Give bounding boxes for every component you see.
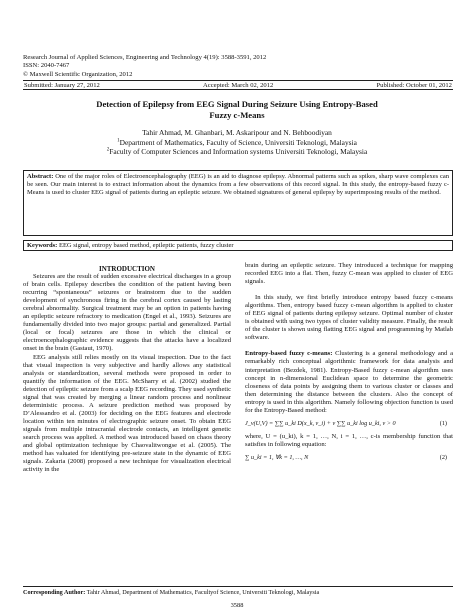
right-paragraph-4: where, U = (u_ki), k = 1, …, N, i = 1, …, c-is membership function that satisfies in following equation: [245, 432, 453, 448]
journal-header [23, 54, 453, 79]
abstract-label: Abstract: [27, 173, 54, 180]
paper-title [60, 99, 414, 120]
right-paragraph-1: brain during an epileptic seizure. They introduced a technique for mapping recorded EEG into a flat. Then, fuzzy C-mean was applied to cluster of EEG signals. [245, 262, 453, 286]
equation-1-body: J_v(U,V) = ∑∑ u_ki D(x_k, v_i) + ν ∑∑ u_ki log u_ki, ν > 0 [245, 419, 396, 427]
abstract-text: One of the major roles of Electroencephalography (EEG) is an aid to diagnose epilepsy. Abnormal patterns such as spikes, sharp wave complexes can be seen. Our main interest is to extract information about the dynamics from a few observations of this record signal. In this study, the entropy-based fuzzy c-Means is used to cluster EEG signal of patients during an epileptic seizure. We obtained signatures of general epilepsy by superimposing results of the method. [27, 173, 449, 197]
corresponding-label: Corresponding Author: [23, 589, 86, 596]
equation-2-number: (2) [439, 453, 447, 461]
issn: ISSN: 2040-7467 [23, 62, 70, 70]
right-paragraph-3 [245, 350, 453, 414]
authors-block [40, 128, 434, 157]
author-names: Tahir Ahmad, M. Ghanbari, M. Askaripour and N. Behboodiyan [142, 128, 332, 137]
keywords-box [23, 240, 453, 251]
abstract-box [23, 170, 453, 236]
submitted-date: Submitted: January 27, 2012 [24, 82, 100, 89]
title-line-1: Detection of Epilepsy from EEG Signal During Seizure Using Entropy-Based [96, 99, 378, 109]
corresponding-text: Tahir Ahmad, Department of Mathematics, Facultyof Science, Universiti Teknologi, Malaysia [85, 589, 320, 596]
affil-sup-2: 2 [106, 147, 110, 153]
corresponding-author [23, 586, 453, 597]
page-number: 3588 [230, 602, 244, 609]
equation-2 [245, 454, 453, 462]
accepted-date: Accepted: March 02, 2012 [203, 82, 274, 89]
keywords-text: EEG signal, entropy based method, epileptic patients, fuzzy cluster [57, 242, 234, 249]
affil-2-text: Faculty of Computer Sciences and Information systems Universiti Teknologi, Malaysia [109, 147, 368, 157]
copyright: © Maxwell Scientific Organization, 2012 [23, 70, 133, 78]
journal-name: Research Journal of Applied Sciences, Engineering and Technology 4(19): 3588-3591, 2012 [23, 54, 267, 61]
ebfcm-label: Entropy-based fuzzy c-means: [245, 350, 333, 358]
affiliation-2 [40, 147, 434, 157]
title-line-2: Fuzzy c-Means [209, 109, 265, 120]
affiliation-1 [40, 138, 434, 148]
equation-2-body: ∑ u_ki = 1, ∀k = 1, …, N [245, 453, 309, 461]
affil-1-text: Department of Mathematics, Faculty of Science, Universiti Teknologi, Malaysia [119, 137, 357, 147]
intro-paragraph-1: Seizures are the result of sudden excessive electrical discharges in a group of brain cells. Epilepsy describes the condition of the patient having been recurring “spontaneous” seizures or brainstorm due to the sudden development of synchronous firing in the cerebral cortex caused by lasting cerebral abnormality. Surgical treatment may be an option in patients having an epileptic seizure refractory to medication (Engel et al., 1993). Seizures are fundamentally divided into two major groups: partial and generalized. Partial (local or focal) seizures are those in which the clinical or electroencephalographic evidence suggests that the attacks have a localized onset in the brain (Gastaut, 1970). [23, 273, 231, 353]
affil-sup-1: 1 [117, 138, 120, 144]
intro-heading: INTRODUCTION [98, 265, 155, 273]
keywords-label: Keywords: [27, 242, 58, 249]
dates-bar [23, 80, 453, 90]
published-date: Published: October 01, 2012 [376, 82, 452, 89]
equation-1 [245, 420, 453, 428]
right-paragraph-2: In this study, we first briefly introduce entropy based fuzzy c-means algorithms. Then, entropy based fuzzy c-mean algorithm is applied to cluster of EEG signal of patients during epilepsy seizure. Optimal number of cluster is obtained with using two types of cluster validity measure. Finally, the result of the cluster is shown using flatting EEG signal and programming by Matlab software. [245, 294, 453, 342]
left-column [23, 262, 231, 474]
ebfcm-text: Clustering is a general methodology and a remarkably rich conceptual algorithmic framework for data analysis and interpretation (Bezdek, 1981). Entropy-Based fuzzy c-mean algorithm uses concept in n-dimensional Euclidean space to determine the geometric closeness of data points by assigning them to various cluster or classes and then determining the distance between the clusters. Also the concept of entropy is used in this algorithm. Namely following objection function is used for the Entropy-Based method: [245, 350, 453, 414]
equation-1-number: (1) [439, 419, 447, 427]
intro-paragraph-2: EEG analysis still relies mostly on its visual inspection. Due to the fact that visual inspection is very subjective and hardly allows any statistical analysis or standardization, several methods were proposed in order to quantify the information of the EEG. McSharry et al. (2002) studied the detection of epileptic seizure from a scalp EEG recording. They used synthetic signal that was created by merging a linear random process and nonlinear deterministic process. A seizure prediction method was proposed by D’Alessandro et al. (2003) for deciding on the EEG features and electrode location within ten minutes of electrographic seizure onset. To obtain EEG signals from multiple intracranial electrode contacts, an intelligent genetic search process was applied. A method was introduced based on chaos theory and global optimization technique by Chaovalitwongse et al. (2005). The method has valuated for identifying pre-seizure state in the dynamic of EEG signals. Zakaria (2008) proposed a new technique for visualization electrical activity in the [23, 353, 231, 474]
right-column [245, 262, 453, 467]
